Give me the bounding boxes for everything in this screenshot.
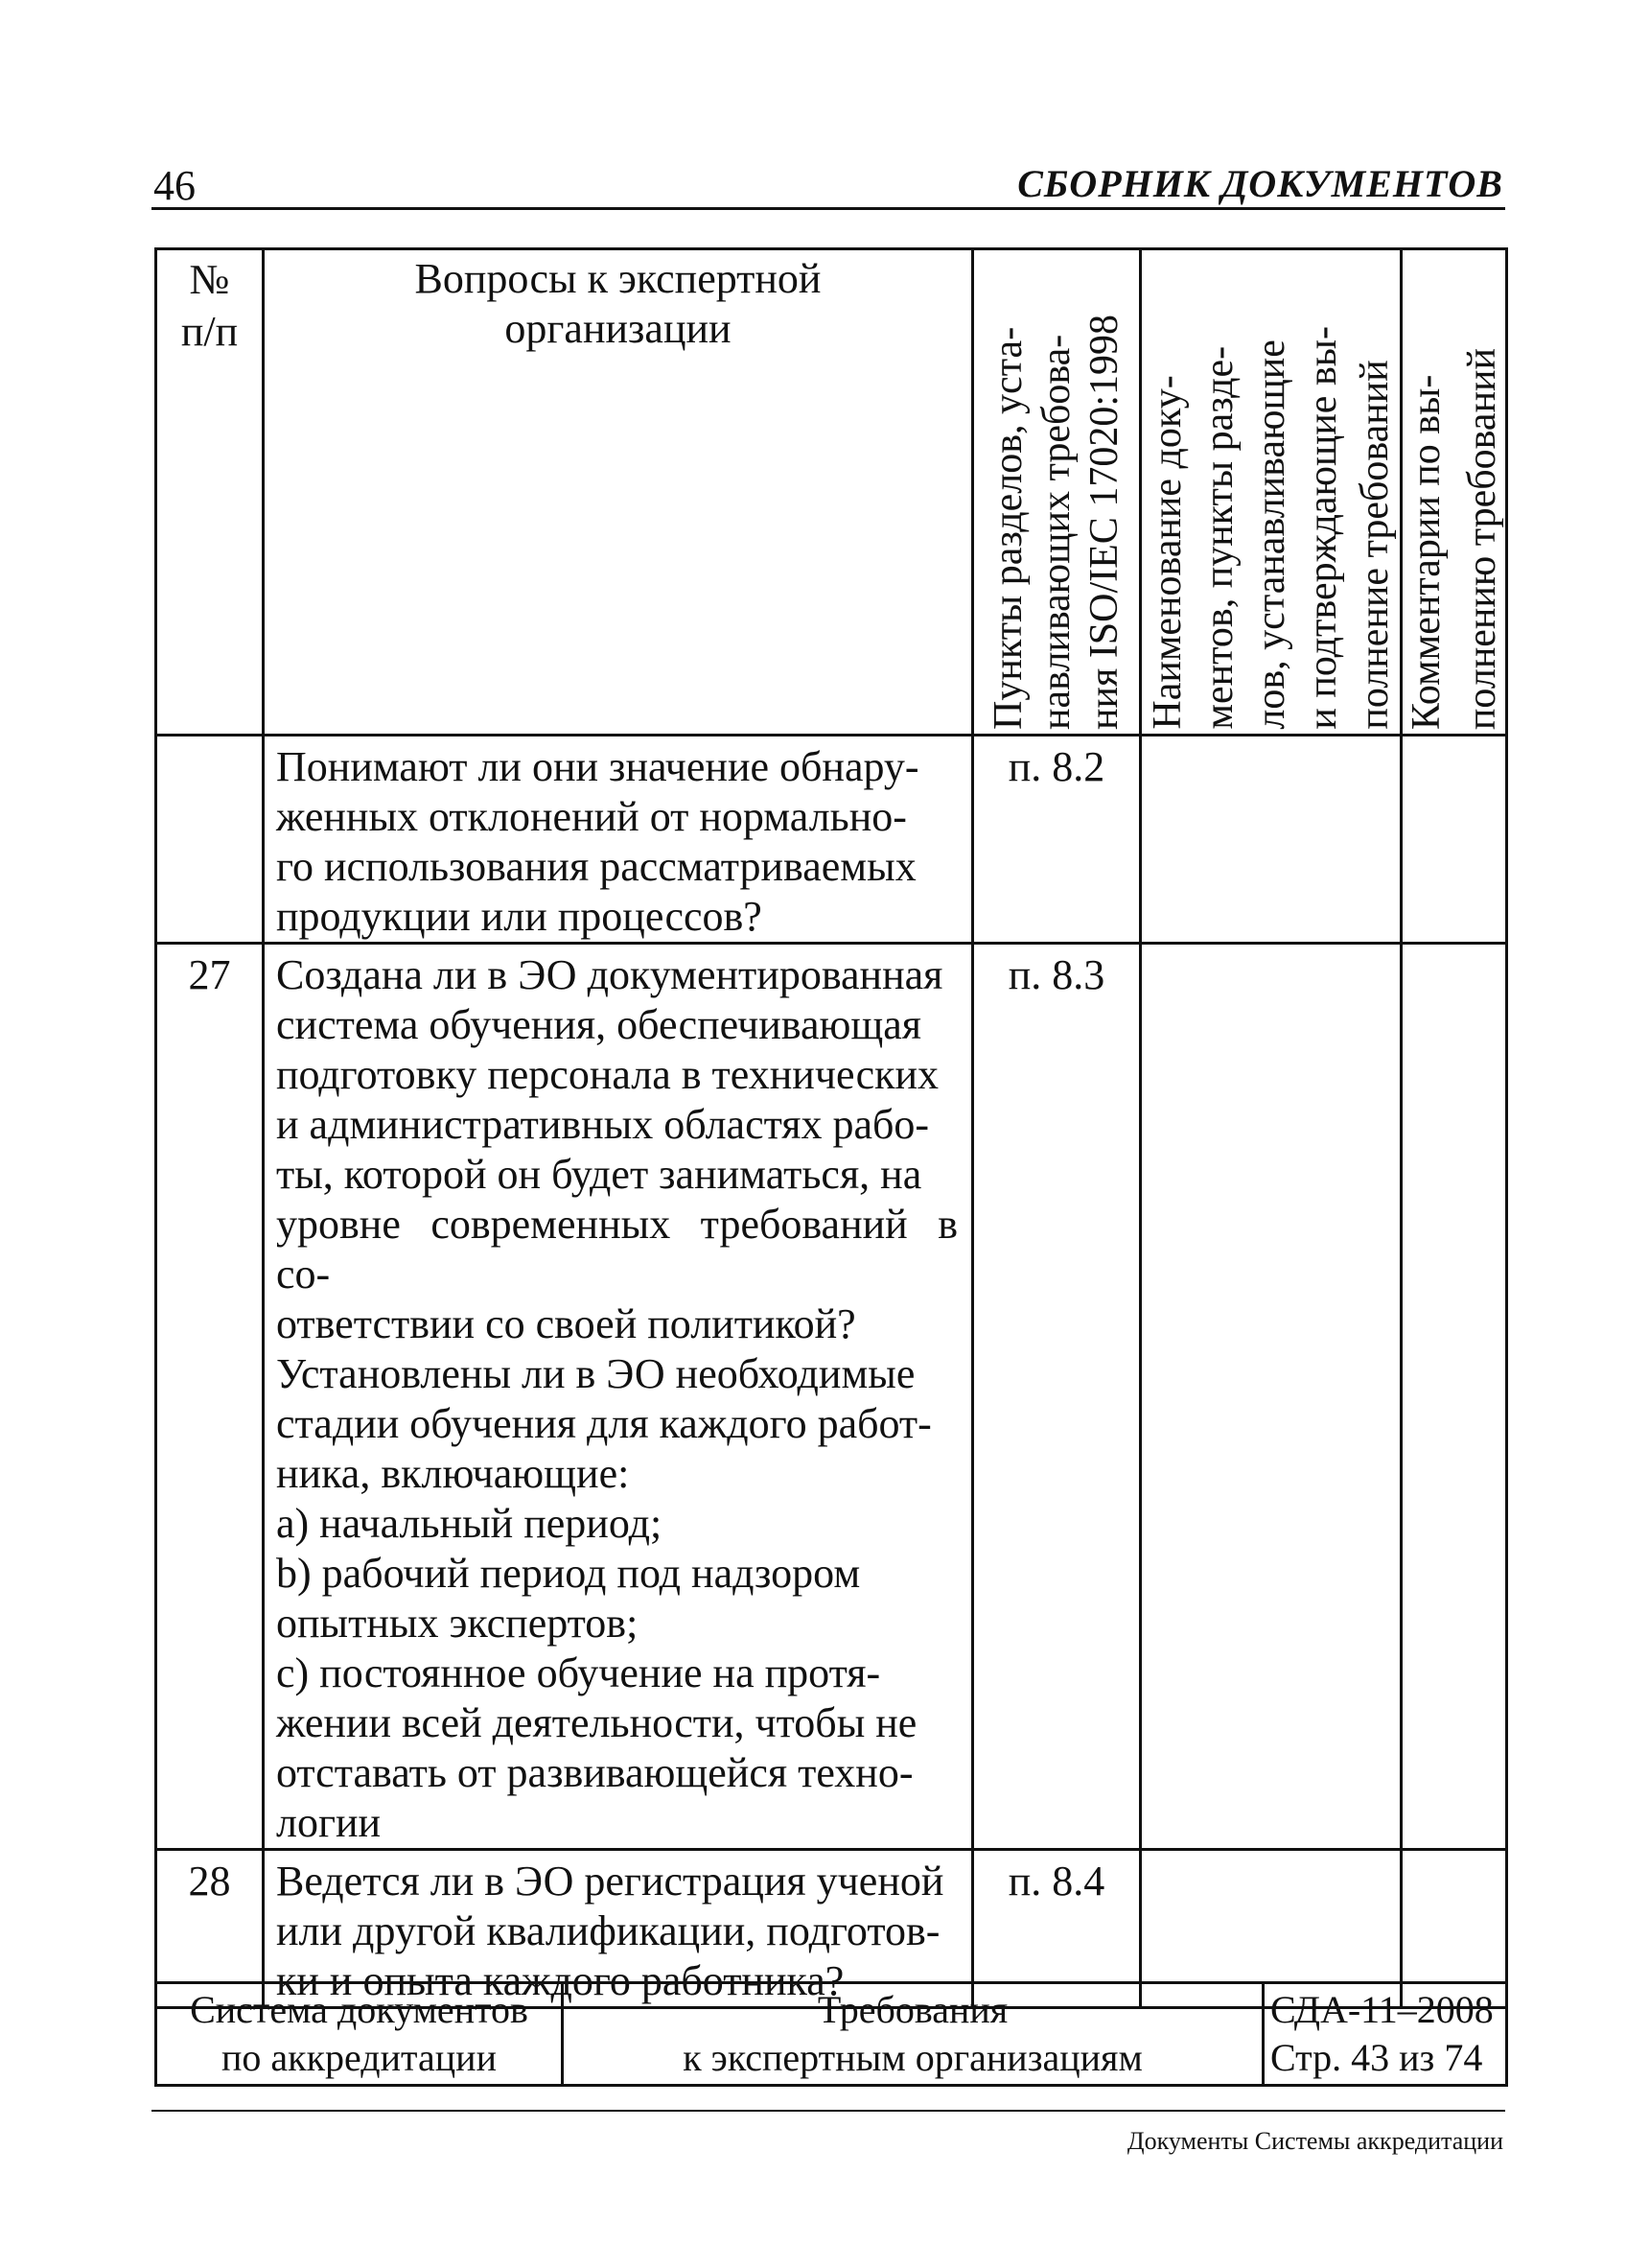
row-num: 28 [156, 1850, 264, 2008]
row-clause-ref: п. 8.4 [973, 1850, 1141, 2008]
row-question [264, 736, 973, 944]
row-comments [1402, 944, 1507, 1850]
document-footer-table [154, 1981, 1508, 2087]
bottom-note: Документы Системы аккредитации [1127, 2127, 1503, 2155]
header-documents-text: Наименование доку- ментов, пункты разде- лов, устанавливающие и подтверждающие вы- полнение требований [1145, 326, 1397, 730]
question-paragraph: Понимают ли они значение обнару- женных отклонений от нормально- го использования рассматриваемых продукции или процессов? [276, 743, 919, 940]
header-num-text: № п/п [180, 256, 239, 355]
running-title: СБОРНИК ДОКУМЕНТОВ [1017, 162, 1503, 205]
row-question [264, 944, 973, 1850]
footer-title: Требования к экспертным организациям [563, 1983, 1264, 2086]
question-paragraph: Создана ли в ЭО документированная система обучения, обеспечивающая подготовку персонала в технических и административных областях рабо- ты, которой он будет заниматься, на уровне современных требований в со- ответствии со своей политикой? [276, 951, 958, 1347]
row-documents [1141, 736, 1402, 944]
row-comments [1402, 736, 1507, 944]
footer-row [156, 1983, 1507, 2086]
header-clauses-text: Пункты разделов, уста- навливающих требова- ния ISO/IEC 17020:1998 [987, 315, 1127, 730]
footer-code: СДА-11–2008 Стр. 43 из 74 [1264, 1983, 1507, 2086]
footer-system: Система документов по аккредитации [156, 1983, 563, 2086]
row-documents [1141, 944, 1402, 1850]
table-row [156, 736, 1507, 944]
requirements-table [154, 247, 1508, 2009]
row-num [156, 736, 264, 944]
row-clause-ref: п. 8.3 [973, 944, 1141, 1850]
bottom-rule [151, 2110, 1505, 2112]
question-paragraph: Ведется ли в ЭО регистрация ученой или другой квалификации, подготов- ки и опыта каждого работника? [276, 1858, 944, 2004]
header-comments [1402, 249, 1507, 736]
page-number: 46 [153, 162, 196, 209]
row-clause-ref: п. 8.2 [973, 736, 1141, 944]
header-question-text: Вопросы к экспертной организации [414, 255, 822, 352]
question-list-item: c) постоянное обучение на протя- жении всей деятельности, чтобы не отставать от развивающейся техно- логии [276, 1649, 918, 1846]
header-documents [1141, 249, 1402, 736]
header-clauses [973, 249, 1141, 736]
header-num [156, 249, 264, 736]
question-list-item: b) рабочий период под надзором опытных экспертов; [276, 1550, 861, 1647]
question-list-item: а) начальный период; [276, 1500, 662, 1547]
table-row [156, 944, 1507, 1850]
header-rule [151, 207, 1505, 210]
header-question [264, 249, 973, 736]
question-paragraph: Установлены ли в ЭО необходимые стадии обучения для каждого работ- ника, включающие: [276, 1350, 932, 1497]
row-num: 27 [156, 944, 264, 1850]
table-header-row [156, 249, 1507, 736]
header-comments-text: Комментарии по вы- полнению требований [1404, 347, 1504, 730]
